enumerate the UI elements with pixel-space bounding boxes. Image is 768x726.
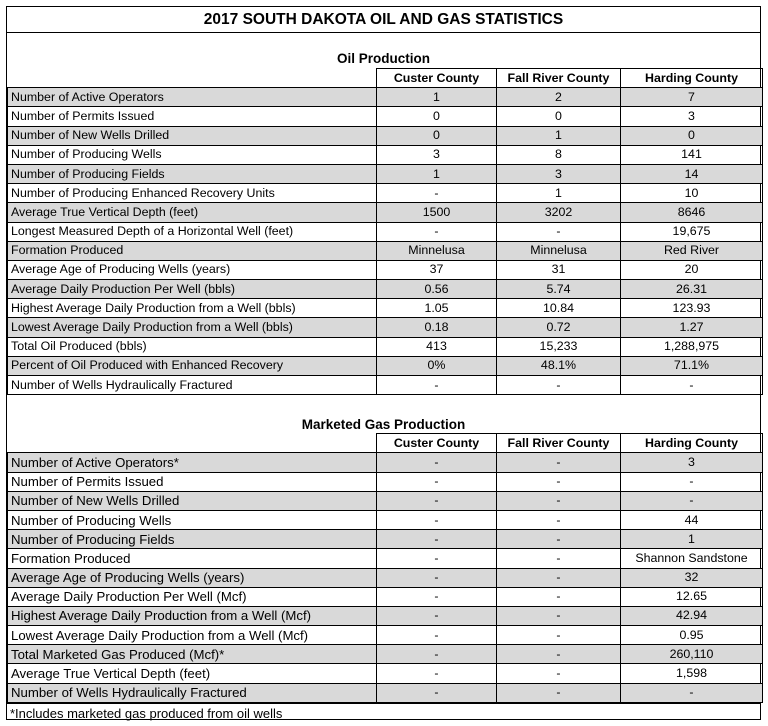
row-value: 15,233 <box>497 337 621 356</box>
table-row <box>8 472 763 491</box>
row-label: Number of Permits Issued <box>8 472 377 491</box>
row-value: - <box>377 530 497 549</box>
row-value: 12.65 <box>621 587 763 606</box>
row-value: - <box>497 568 621 587</box>
row-value: 3 <box>497 164 621 183</box>
row-value: - <box>377 184 497 203</box>
row-label: Number of Producing Wells <box>8 145 377 164</box>
table-row <box>8 664 763 683</box>
row-value: 0.56 <box>377 280 497 299</box>
table-row <box>8 606 763 625</box>
row-value: 3 <box>621 107 763 126</box>
row-label: Number of Producing Fields <box>8 530 377 549</box>
row-label: Average Age of Producing Wells (years) <box>8 260 377 279</box>
row-value: 20 <box>621 260 763 279</box>
table-row <box>8 356 763 375</box>
row-label: Number of Wells Hydraulically Fractured <box>8 376 377 395</box>
oil-header-harding: Harding County <box>621 69 763 88</box>
row-value: Red River <box>621 241 763 260</box>
table-row <box>8 280 763 299</box>
table-row <box>8 337 763 356</box>
row-value: 37 <box>377 260 497 279</box>
row-value: 14 <box>621 164 763 183</box>
row-value: - <box>497 530 621 549</box>
gas-section-title: Marketed Gas Production <box>301 417 466 433</box>
row-value: 26.31 <box>621 280 763 299</box>
row-label: Number of New Wells Drilled <box>8 126 377 145</box>
row-value: 3202 <box>497 203 621 222</box>
table-row <box>8 126 763 145</box>
row-label: Total Marketed Gas Produced (Mcf)* <box>8 645 377 664</box>
oil-header-custer: Custer County <box>377 69 497 88</box>
row-value: 260,110 <box>621 645 763 664</box>
row-label: Highest Average Daily Production from a Well (bbls) <box>8 299 377 318</box>
row-value: - <box>377 683 497 702</box>
table-row <box>8 107 763 126</box>
row-label: Average Daily Production Per Well (bbls) <box>8 280 377 299</box>
row-value: - <box>377 549 497 568</box>
row-value: 123.93 <box>621 299 763 318</box>
row-value: 1 <box>377 164 497 183</box>
row-value: - <box>377 568 497 587</box>
row-label: Lowest Average Daily Production from a Well (Mcf) <box>8 626 377 645</box>
row-value: - <box>377 376 497 395</box>
row-value: - <box>497 664 621 683</box>
row-value: - <box>497 472 621 491</box>
row-value: - <box>621 491 763 510</box>
table-row <box>8 645 763 664</box>
oil-header-fall-river: Fall River County <box>497 69 621 88</box>
row-value: 413 <box>377 337 497 356</box>
row-value: Minnelusa <box>377 241 497 260</box>
row-value: 1,288,975 <box>621 337 763 356</box>
row-value: - <box>377 645 497 664</box>
row-value: - <box>621 376 763 395</box>
gas-header-harding: Harding County <box>621 434 763 453</box>
gas-header-row <box>8 434 763 453</box>
row-value: 10.84 <box>497 299 621 318</box>
row-label: Longest Measured Depth of a Horizontal Well (feet) <box>8 222 377 241</box>
table-row <box>8 683 763 702</box>
row-value: 44 <box>621 510 763 529</box>
row-value: 0 <box>621 126 763 145</box>
row-value: - <box>621 472 763 491</box>
row-value: - <box>377 626 497 645</box>
row-value: - <box>377 453 497 472</box>
row-value: 5.74 <box>497 280 621 299</box>
row-value: 32 <box>621 568 763 587</box>
gas-table <box>7 433 763 703</box>
oil-header-row <box>8 69 763 88</box>
table-row <box>8 299 763 318</box>
row-value: 1 <box>621 530 763 549</box>
row-label: Average Daily Production Per Well (Mcf) <box>8 587 377 606</box>
row-value: 0 <box>497 107 621 126</box>
oil-table-body <box>8 88 763 395</box>
statistics-sheet <box>6 6 761 720</box>
row-value: 2 <box>497 88 621 107</box>
row-value: 71.1% <box>621 356 763 375</box>
table-row <box>8 260 763 279</box>
page-title: 2017 SOUTH DAKOTA OIL AND GAS STATISTICS <box>7 7 760 33</box>
row-value: - <box>377 587 497 606</box>
row-value: - <box>377 222 497 241</box>
row-value: 1 <box>497 126 621 145</box>
table-row <box>8 203 763 222</box>
row-value: - <box>497 510 621 529</box>
row-label: Number of Wells Hydraulically Fractured <box>8 683 377 702</box>
row-value: 1 <box>377 88 497 107</box>
oil-table <box>7 68 763 395</box>
table-row <box>8 88 763 107</box>
row-value: 0.72 <box>497 318 621 337</box>
row-value: - <box>497 222 621 241</box>
row-value: 8 <box>497 145 621 164</box>
table-row <box>8 184 763 203</box>
row-value: 1 <box>497 184 621 203</box>
row-label: Number of New Wells Drilled <box>8 491 377 510</box>
table-row <box>8 568 763 587</box>
table-row <box>8 164 763 183</box>
row-label: Number of Producing Enhanced Recovery Units <box>8 184 377 203</box>
row-value: 0 <box>377 107 497 126</box>
spacer <box>7 33 760 50</box>
row-value: 0.95 <box>621 626 763 645</box>
gas-header-blank <box>8 434 377 453</box>
row-value: 19,675 <box>621 222 763 241</box>
row-label: Number of Producing Wells <box>8 510 377 529</box>
row-value: - <box>497 645 621 664</box>
row-value: 10 <box>621 184 763 203</box>
row-value: 0 <box>377 126 497 145</box>
row-value: 0% <box>377 356 497 375</box>
oil-section-title: Oil Production <box>337 51 430 66</box>
row-label: Number of Active Operators* <box>8 453 377 472</box>
row-label: Average True Vertical Depth (feet) <box>8 664 377 683</box>
gas-header-custer: Custer County <box>377 434 497 453</box>
row-label: Number of Permits Issued <box>8 107 377 126</box>
table-row <box>8 318 763 337</box>
row-value: 8646 <box>621 203 763 222</box>
row-label: Average True Vertical Depth (feet) <box>8 203 377 222</box>
row-value: - <box>377 510 497 529</box>
row-value: - <box>497 606 621 625</box>
row-value: 1.27 <box>621 318 763 337</box>
row-value: - <box>377 606 497 625</box>
row-value: - <box>497 626 621 645</box>
row-value: 48.1% <box>497 356 621 375</box>
table-row <box>8 491 763 510</box>
row-value: - <box>497 683 621 702</box>
row-value: Minnelusa <box>497 241 621 260</box>
row-label: Total Oil Produced (bbls) <box>8 337 377 356</box>
row-value: 1500 <box>377 203 497 222</box>
row-label: Number of Producing Fields <box>8 164 377 183</box>
row-label: Lowest Average Daily Production from a Well (bbls) <box>8 318 377 337</box>
gas-header-fall-river: Fall River County <box>497 434 621 453</box>
row-label: Formation Produced <box>8 241 377 260</box>
table-row <box>8 376 763 395</box>
row-label: Formation Produced <box>8 549 377 568</box>
footnote: *Includes marketed gas produced from oil wells <box>7 703 760 724</box>
row-value: - <box>497 587 621 606</box>
row-value: 0.18 <box>377 318 497 337</box>
row-value: 42.94 <box>621 606 763 625</box>
table-row <box>8 241 763 260</box>
row-value: 7 <box>621 88 763 107</box>
row-value: - <box>377 491 497 510</box>
oil-header-blank <box>8 69 377 88</box>
row-label: Number of Active Operators <box>8 88 377 107</box>
row-value: Shannon Sandstone <box>621 549 763 568</box>
row-value: 141 <box>621 145 763 164</box>
row-label: Percent of Oil Produced with Enhanced Recovery <box>8 356 377 375</box>
row-value: 3 <box>621 453 763 472</box>
row-value: - <box>621 683 763 702</box>
row-value: 31 <box>497 260 621 279</box>
gas-table-body <box>8 453 763 702</box>
table-row <box>8 453 763 472</box>
row-value: 3 <box>377 145 497 164</box>
table-row <box>8 530 763 549</box>
table-row <box>8 145 763 164</box>
table-row <box>8 587 763 606</box>
row-label: Average Age of Producing Wells (years) <box>8 568 377 587</box>
row-value: - <box>377 472 497 491</box>
row-value: 1.05 <box>377 299 497 318</box>
table-row <box>8 510 763 529</box>
row-value: - <box>497 453 621 472</box>
table-row <box>8 626 763 645</box>
row-value: 1,598 <box>621 664 763 683</box>
spacer <box>7 395 760 417</box>
row-label: Highest Average Daily Production from a Well (Mcf) <box>8 606 377 625</box>
row-value: - <box>497 376 621 395</box>
row-value: - <box>497 491 621 510</box>
table-row <box>8 549 763 568</box>
row-value: - <box>497 549 621 568</box>
table-row <box>8 222 763 241</box>
row-value: - <box>377 664 497 683</box>
